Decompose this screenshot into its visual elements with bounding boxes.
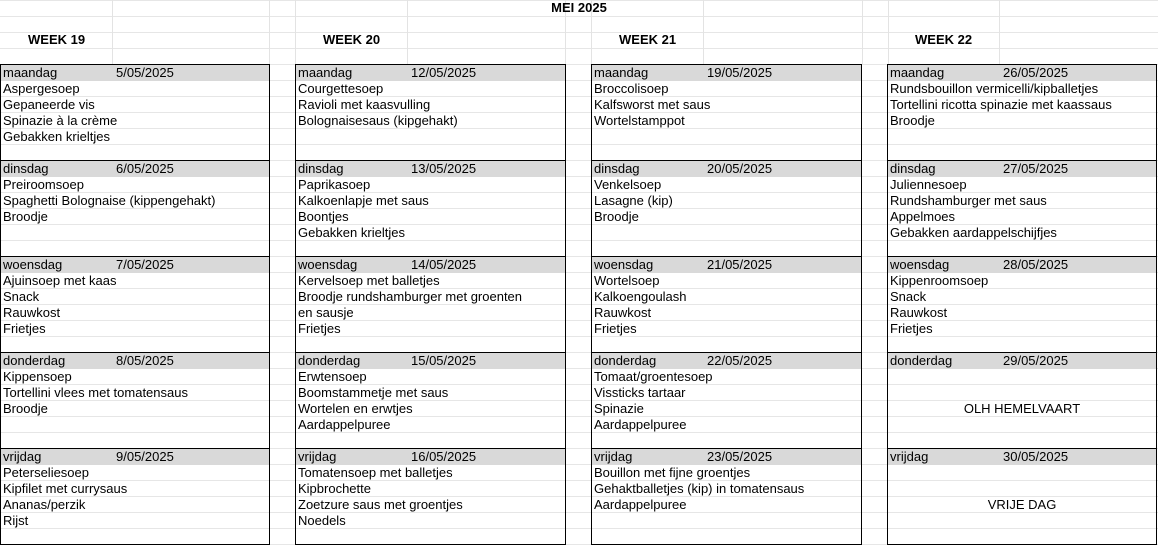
- day-header-row: [1, 257, 269, 273]
- meal-item: Lasagne (kip): [594, 193, 673, 208]
- day-date: 13/05/2025: [411, 161, 477, 176]
- meal-item: Kipfilet met currysaus: [3, 481, 128, 496]
- day-date: 14/05/2025: [411, 257, 477, 272]
- meal-item: Rauwkost: [890, 305, 948, 320]
- meal-item: Ravioli met kaasvulling: [298, 97, 431, 112]
- meal-item: Broodje: [3, 401, 48, 416]
- day-block: [1, 449, 269, 543]
- day-header-row: [888, 257, 1156, 273]
- day-block: [888, 449, 1156, 543]
- meal-item: Gebakken krieltjes: [3, 129, 110, 144]
- day-date: 12/05/2025: [411, 65, 477, 80]
- day-header-row: [592, 161, 861, 177]
- day-date: 23/05/2025: [707, 449, 773, 464]
- day-block: [592, 65, 861, 161]
- day-block: [592, 353, 861, 449]
- day-name: woensdag: [890, 257, 950, 272]
- day-header-row: [888, 353, 1156, 369]
- day-name: donderdag: [890, 353, 953, 368]
- meal-item: Frietjes: [3, 321, 46, 336]
- day-header-row: [888, 161, 1156, 177]
- day-date: 27/05/2025: [1003, 161, 1069, 176]
- meal-item: Boomstammetje met saus: [298, 385, 449, 400]
- day-header-row: [1, 161, 269, 177]
- day-date: 15/05/2025: [411, 353, 477, 368]
- week-header: WEEK 19: [28, 32, 86, 47]
- day-name: woensdag: [3, 257, 63, 272]
- meal-item: Aardappelpuree: [298, 417, 391, 432]
- week-column: [295, 64, 566, 545]
- meal-item: Paprikasoep: [298, 177, 371, 192]
- day-date: 28/05/2025: [1003, 257, 1069, 272]
- meal-item: Noedels: [298, 513, 346, 528]
- day-header-row: [1, 65, 269, 81]
- meal-item: Aspergesoep: [3, 81, 80, 96]
- day-name: donderdag: [298, 353, 361, 368]
- day-block: [1, 65, 269, 161]
- meal-item: Rauwkost: [3, 305, 61, 320]
- day-header-row: [1, 353, 269, 369]
- meal-item: Courgettesoep: [298, 81, 384, 96]
- day-note: OLH HEMELVAART: [963, 401, 1081, 416]
- day-name: maandag: [3, 65, 58, 80]
- day-header-row: [888, 449, 1156, 465]
- meal-item: Venkelsoep: [594, 177, 662, 192]
- meal-item: Preiroomsoep: [3, 177, 84, 192]
- meal-item: Tomaat/groentesoep: [594, 369, 713, 384]
- meal-item: Kalkoenlapje met saus: [298, 193, 429, 208]
- meal-item: Kalkoengoulash: [594, 289, 687, 304]
- meal-item: Kippenroomsoep: [890, 273, 989, 288]
- day-name: vrijdag: [3, 449, 42, 464]
- day-header-row: [296, 161, 565, 177]
- day-date: 5/05/2025: [116, 65, 174, 80]
- day-name: woensdag: [298, 257, 358, 272]
- meal-item: Frietjes: [594, 321, 637, 336]
- day-header-row: [296, 65, 565, 81]
- day-header-row: [592, 449, 861, 465]
- day-header-row: [888, 65, 1156, 81]
- day-date: 26/05/2025: [1003, 65, 1069, 80]
- day-block: [888, 161, 1156, 257]
- day-date: 16/05/2025: [411, 449, 477, 464]
- day-date: 30/05/2025: [1003, 449, 1069, 464]
- day-date: 7/05/2025: [116, 257, 174, 272]
- day-name: vrijdag: [298, 449, 337, 464]
- day-date: 19/05/2025: [707, 65, 773, 80]
- meal-item: Boontjes: [298, 209, 349, 224]
- meal-item: Kalfsworst met saus: [594, 97, 711, 112]
- meal-item: Kippensoep: [3, 369, 72, 384]
- meal-item: Broodje rundshamburger met groenten: [298, 289, 523, 304]
- day-block: [592, 449, 861, 543]
- meal-item: Kervelsoep met balletjes: [298, 273, 440, 288]
- day-header-row: [296, 449, 565, 465]
- day-date: 21/05/2025: [707, 257, 773, 272]
- day-block: [296, 353, 565, 449]
- day-block: [592, 161, 861, 257]
- meal-item: Ajuinsoep met kaas: [3, 273, 117, 288]
- meal-item: Broodje: [594, 209, 639, 224]
- day-name: maandag: [890, 65, 945, 80]
- meal-item: Broodje: [3, 209, 48, 224]
- meal-item: Bolognaisesaus (kipgehakt): [298, 113, 458, 128]
- day-date: 9/05/2025: [116, 449, 174, 464]
- page-title: MEI 2025: [551, 0, 607, 15]
- day-header-row: [592, 65, 861, 81]
- meal-item: Zoetzure saus met groentjes: [298, 497, 463, 512]
- day-name: dinsdag: [594, 161, 640, 176]
- meal-item: Rauwkost: [594, 305, 652, 320]
- day-block: [296, 449, 565, 543]
- meal-item: Ananas/perzik: [3, 497, 86, 512]
- meal-item: Wortelsoep: [594, 273, 660, 288]
- day-block: [1, 353, 269, 449]
- meal-item: Bouillon met fijne groentjes: [594, 465, 751, 480]
- week-column: [887, 64, 1157, 545]
- day-name: maandag: [298, 65, 353, 80]
- day-name: dinsdag: [298, 161, 344, 176]
- meal-item: Spinazie à la crème: [3, 113, 118, 128]
- day-name: maandag: [594, 65, 649, 80]
- day-block: [592, 257, 861, 353]
- meal-item: Spinazie: [594, 401, 644, 416]
- day-header-row: [296, 257, 565, 273]
- day-header-row: [592, 353, 861, 369]
- meal-item: Snack: [890, 289, 927, 304]
- day-block: [888, 353, 1156, 449]
- meal-item: Gebakken aardappelschijfjes: [890, 225, 1057, 240]
- meal-item: Rundsbouillon vermicelli/kipballetjes: [890, 81, 1099, 96]
- day-block: [1, 257, 269, 353]
- day-date: 20/05/2025: [707, 161, 773, 176]
- day-name: donderdag: [594, 353, 657, 368]
- meal-item: Wortelen en erwtjes: [298, 401, 413, 416]
- day-block: [1, 161, 269, 257]
- day-block: [888, 65, 1156, 161]
- day-date: 22/05/2025: [707, 353, 773, 368]
- week-header: WEEK 22: [915, 32, 973, 47]
- day-date: 6/05/2025: [116, 161, 174, 176]
- meal-item: Tomatensoep met balletjes: [298, 465, 453, 480]
- day-header-row: [296, 353, 565, 369]
- meal-item: Rijst: [3, 513, 29, 528]
- day-block: [888, 257, 1156, 353]
- meal-item: Erwtensoep: [298, 369, 367, 384]
- day-name: woensdag: [594, 257, 654, 272]
- meal-item: Appelmoes: [890, 209, 956, 224]
- day-block: [296, 65, 565, 161]
- meal-item: Broccolisoep: [594, 81, 669, 96]
- day-date: 8/05/2025: [116, 353, 174, 368]
- day-header-row: [592, 257, 861, 273]
- day-block: [296, 161, 565, 257]
- meal-item: Wortelstamppot: [594, 113, 685, 128]
- meal-item: Tortellini vlees met tomatensaus: [3, 385, 188, 400]
- week-header: WEEK 21: [619, 32, 677, 47]
- week-column: [0, 64, 270, 545]
- day-name: dinsdag: [3, 161, 49, 176]
- day-name: donderdag: [3, 353, 66, 368]
- meal-item: Aardappelpuree: [594, 417, 687, 432]
- meal-item: Gepaneerde vis: [3, 97, 95, 112]
- day-name: vrijdag: [594, 449, 633, 464]
- meal-item: Gebakken krieltjes: [298, 225, 405, 240]
- week-column: [591, 64, 862, 545]
- meal-item: Aardappelpuree: [594, 497, 687, 512]
- week-header: WEEK 20: [323, 32, 381, 47]
- meal-item: Rundshamburger met saus: [890, 193, 1047, 208]
- meal-item: Kipbrochette: [298, 481, 371, 496]
- meal-item: Frietjes: [298, 321, 341, 336]
- day-block: [296, 257, 565, 353]
- day-date: 29/05/2025: [1003, 353, 1069, 368]
- meal-item: Vissticks tartaar: [594, 385, 686, 400]
- day-note: VRIJE DAG: [987, 497, 1057, 512]
- day-header-row: [1, 449, 269, 465]
- meal-item: Frietjes: [890, 321, 933, 336]
- meal-item: Gehaktballetjes (kip) in tomatensaus: [594, 481, 805, 496]
- day-name: dinsdag: [890, 161, 936, 176]
- day-name: vrijdag: [890, 449, 929, 464]
- meal-item: Tortellini ricotta spinazie met kaassaus: [890, 97, 1112, 112]
- meal-item: Peterseliesoep: [3, 465, 89, 480]
- meal-item: Juliennesoep: [890, 177, 967, 192]
- meal-item: en sausje: [298, 305, 354, 320]
- meal-item: Spaghetti Bolognaise (kippengehakt): [3, 193, 216, 208]
- meal-item: Broodje: [890, 113, 935, 128]
- meal-item: Snack: [3, 289, 40, 304]
